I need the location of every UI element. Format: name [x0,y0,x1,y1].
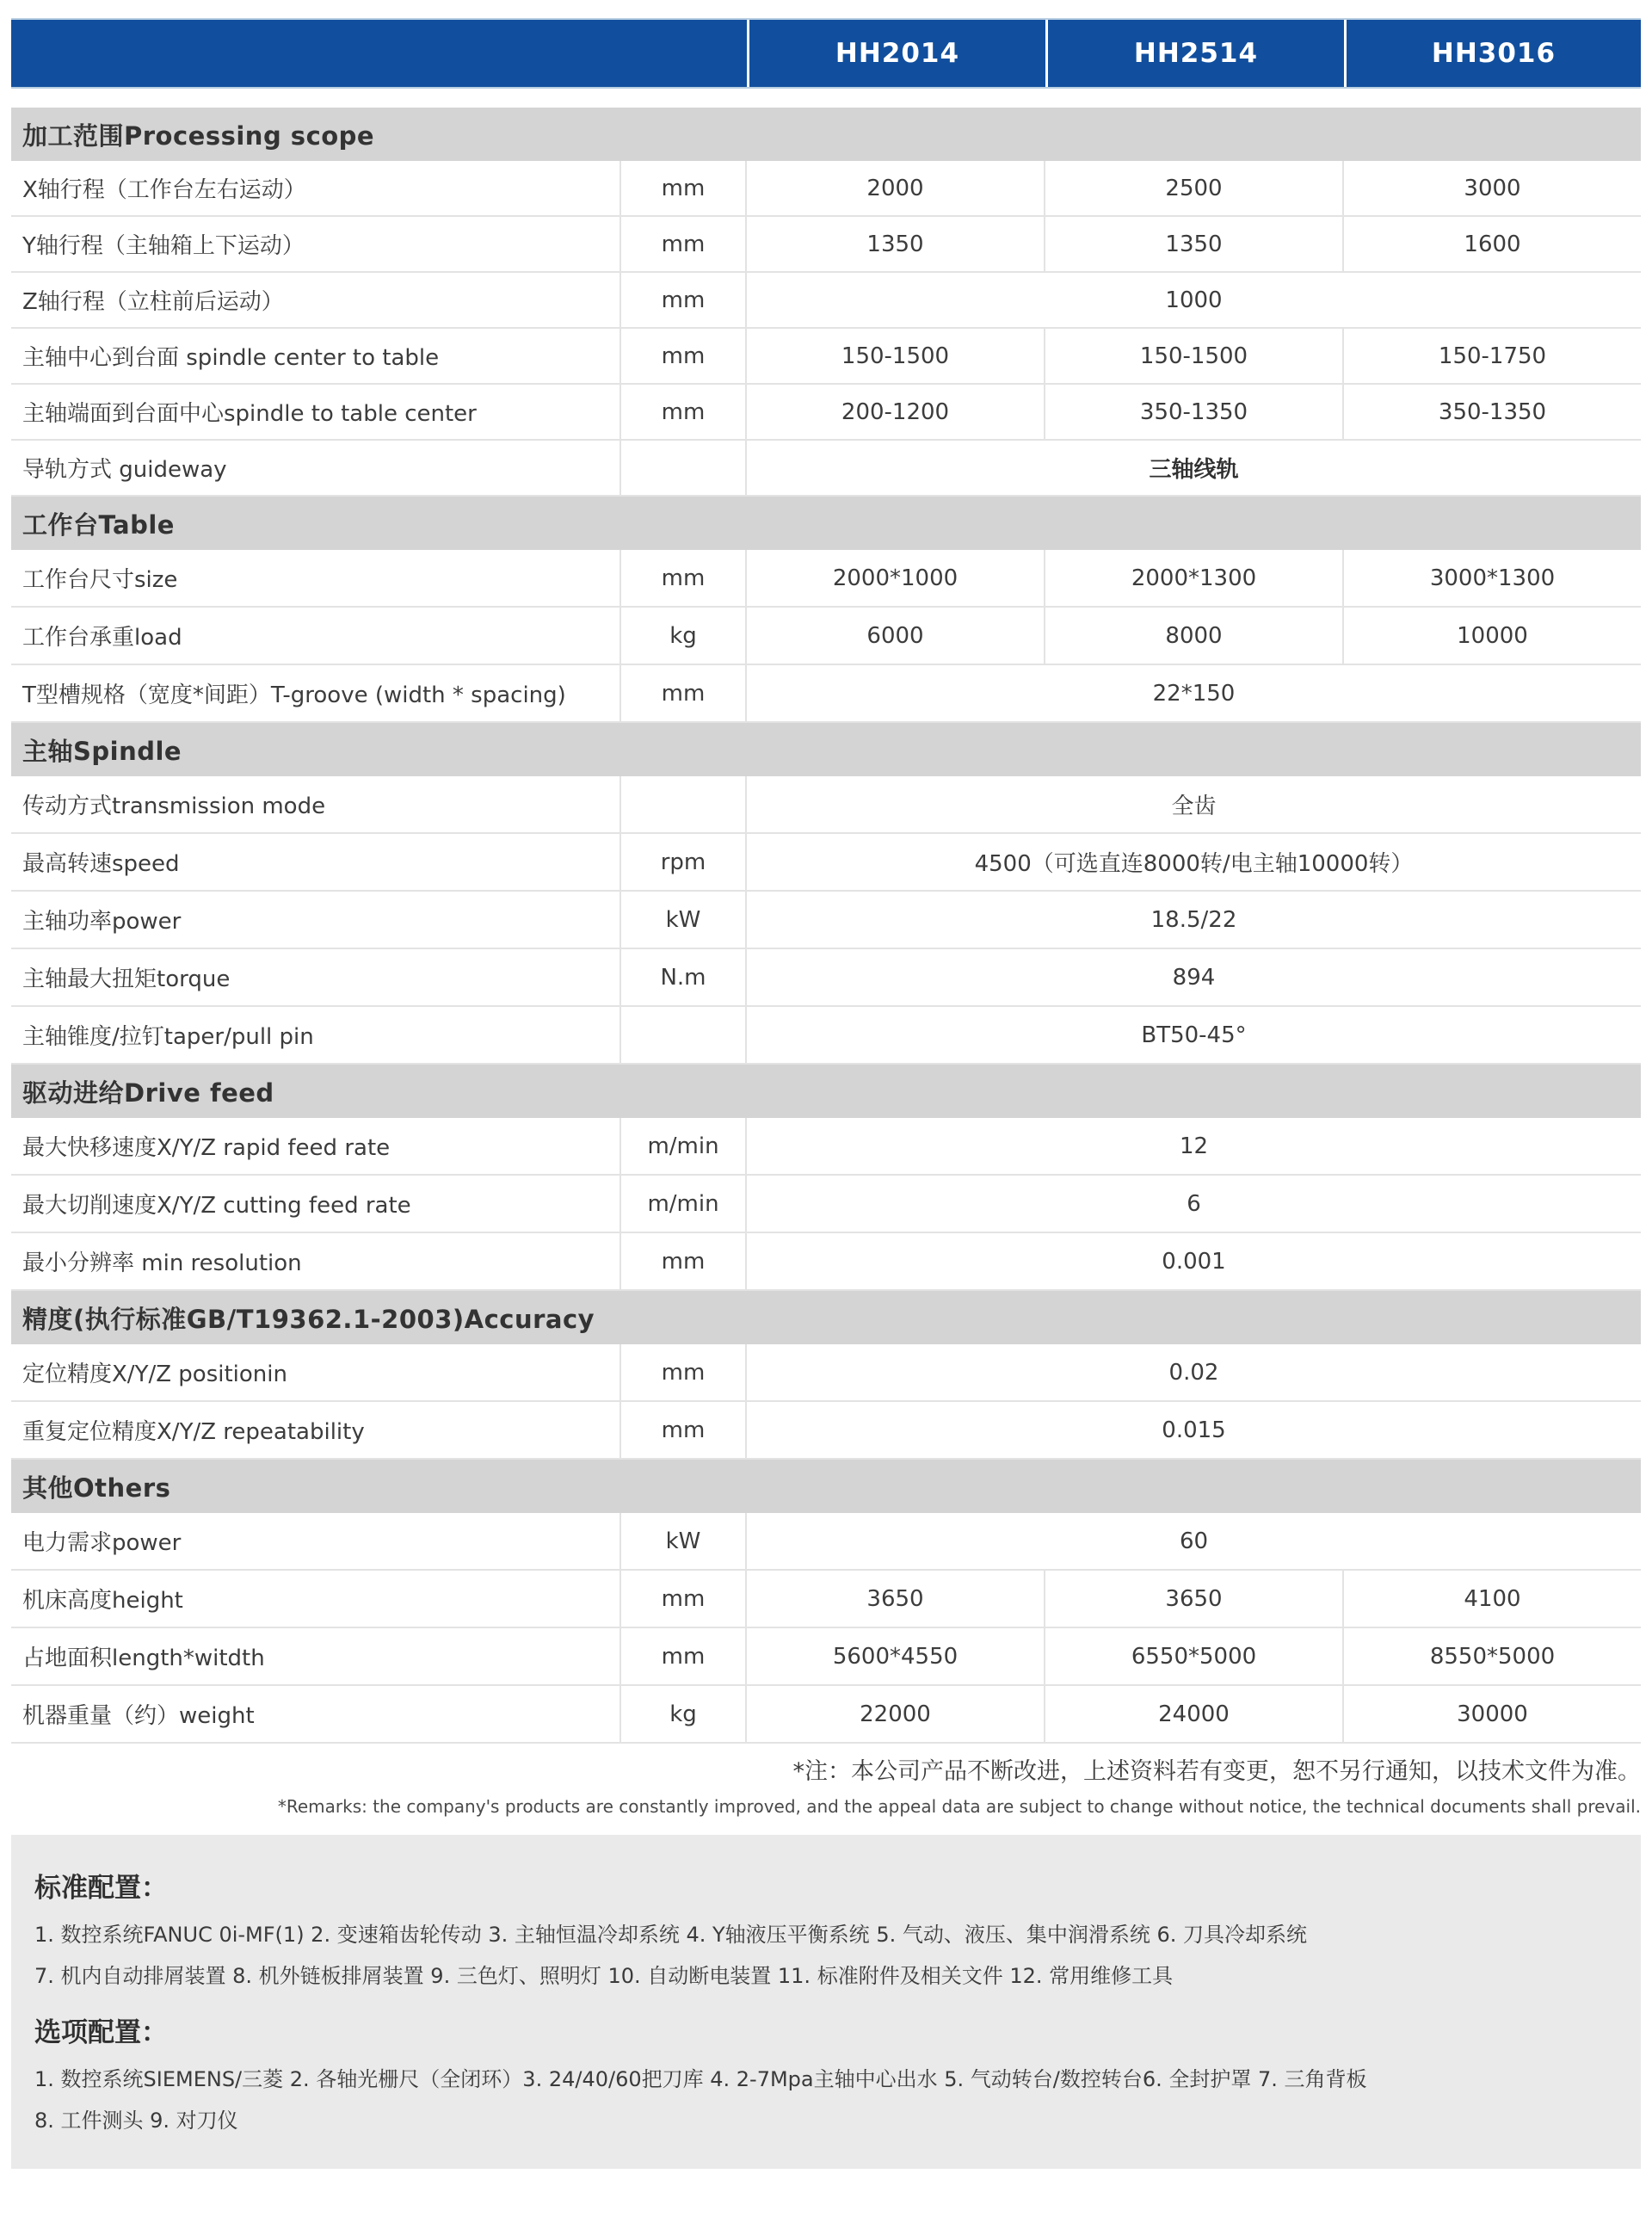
table-row [11,550,1641,608]
row-unit [621,776,747,832]
section-block [11,1065,1641,1291]
row-value-merged: 12 [1179,1133,1209,1159]
row-value: 1350 [1045,217,1344,271]
remark-chinese: *注：本公司产品不断改进，上述资料若有变更，恕不另行通知，以技术文件为准。 [792,1758,1641,1785]
row-value: 3000 [1464,175,1521,201]
row-label: 重复定位精度X/Y/Z repeatability [11,1402,621,1458]
row-label: 主轴端面到台面中心spindle to table center [11,385,621,439]
standard-config-line: 7. 机内自动排屑装置 8. 机外链板排屑装置 9. 三色灯、照明灯 10. 自动断电装置 11. 标准附件及相关文件 12. 常用维修工具 [34,1964,1174,1988]
row-unit: m/min [621,1118,747,1174]
row-unit: kW [621,1513,747,1569]
row-label: 最大快移速度X/Y/Z rapid feed rate [11,1118,621,1174]
row-value: 200-1200 [747,385,1045,439]
table-row [11,1628,1641,1686]
row-value: 2500 [1045,161,1344,215]
row-unit: mm [621,329,747,383]
row-unit: m/min [621,1176,747,1232]
row-value: 8550*5000 [1429,1643,1556,1670]
row-label: 机床高度height [11,1571,621,1627]
row-unit [621,441,747,495]
table-row [11,608,1641,665]
row-value: 350-1350 [1045,385,1344,439]
row-value: 4100 [1464,1585,1521,1612]
row-value: 1600 [1464,231,1521,257]
row-label: 定位精度X/Y/Z positionin [11,1344,621,1400]
section-block [11,497,1641,723]
row-value-merged: BT50-45° [1141,1022,1247,1048]
row-value-merged: 0.02 [1168,1359,1219,1386]
table-row [11,1176,1641,1233]
row-unit: mm [621,273,747,327]
row-value-merged: 0.001 [1162,1248,1226,1275]
row-value-merged: 60 [1179,1528,1209,1554]
row-label: 工作台承重load [11,608,621,664]
spec-sheet-page [0,18,1652,2223]
table-row [11,1007,1641,1065]
table-row [11,1118,1641,1176]
table-row [11,1233,1641,1291]
table-row [11,776,1641,834]
row-unit [621,1007,747,1063]
row-value-merged: 三轴线轨 [1149,457,1239,483]
row-value: 24000 [1045,1686,1344,1742]
table-row [11,385,1641,441]
table-row [11,665,1641,723]
model-column-header: HH2014 [747,20,1045,87]
optional-config-line: 8. 工件测头 9. 对刀仪 [34,2109,238,2133]
section-header: 驱动进给Drive feed [11,1065,1641,1118]
row-value: 2000*1000 [747,550,1045,606]
row-label: 主轴功率power [11,892,621,948]
row-value-merged: 894 [1172,964,1216,991]
spec-table [11,18,1641,1744]
row-value-merged: 全齿 [1171,793,1217,819]
model-column-header: HH2514 [1045,20,1344,87]
row-value: 150-1500 [747,329,1045,383]
optional-config-title: 选项配置： [34,2017,168,2048]
row-unit: mm [621,385,747,439]
table-row [11,834,1641,892]
row-value-merged: 18.5/22 [1150,906,1237,933]
row-value: 3650 [747,1571,1045,1627]
section-block [11,1460,1641,1744]
table-row [11,1344,1641,1402]
row-value-merged: 0.015 [1162,1417,1226,1443]
row-value: 3000*1300 [1429,565,1556,591]
row-label: 机器重量（约）weight [11,1686,621,1742]
table-sections [11,108,1641,1744]
table-row [11,329,1641,385]
row-unit: mm [621,1571,747,1627]
remark-english: *Remarks: the company's products are constantly improved, and the appeal data are subject to change without notice, the technical documents shall prevail. [277,1796,1641,1817]
row-value-merged: 4500（可选直连8000转/电主轴10000转） [974,851,1414,877]
row-label: 主轴锥度/拉钉taper/pull pin [11,1007,621,1063]
row-value-merged: 22*150 [1152,680,1236,707]
row-label: T型槽规格（宽度*间距）T-groove (width * spacing) [11,665,621,721]
row-label: 导轨方式 guideway [11,441,621,495]
model-column-header: HH3016 [1344,20,1641,87]
configuration-panel [11,1835,1641,2169]
row-value-merged: 1000 [1165,287,1223,313]
row-unit: mm [621,1402,747,1458]
row-value: 1350 [747,217,1045,271]
row-unit: mm [621,161,747,215]
row-value: 150-1750 [1438,343,1547,369]
section-block [11,723,1641,1065]
row-value: 8000 [1045,608,1344,664]
row-label: 最小分辨率 min resolution [11,1233,621,1289]
row-unit: kW [621,892,747,948]
row-unit: rpm [621,834,747,890]
table-row [11,217,1641,273]
row-unit: mm [621,217,747,271]
row-value: 22000 [747,1686,1045,1742]
table-row [11,1402,1641,1460]
row-value: 10000 [1457,622,1528,649]
row-value: 30000 [1457,1701,1528,1727]
row-label: 占地面积length*witdth [11,1628,621,1684]
section-header: 加工范围Processing scope [11,108,1641,161]
optional-config-line: 1. 数控系统SIEMENS/三菱 2. 各轴光栅尺（全闭环）3. 24/40/60把刀库 4. 2-7Mpa主轴中心出水 5. 气动转台/数控转台6. 全封护罩 7. 三角背板 [34,2067,1367,2091]
row-label: 主轴中心到台面 spindle center to table [11,329,621,383]
row-value: 2000*1300 [1045,550,1344,606]
row-unit: kg [621,1686,747,1742]
row-unit: mm [621,550,747,606]
row-value: 6550*5000 [1045,1628,1344,1684]
model-header-spacer [11,20,747,87]
row-value: 2000 [747,161,1045,215]
row-label: 电力需求power [11,1513,621,1569]
section-header: 精度(执行标准GB/T19362.1-2003)Accuracy [11,1291,1641,1344]
section-header: 其他Others [11,1460,1641,1513]
row-label: X轴行程（工作台左右运动） [11,161,621,215]
table-row [11,1513,1641,1571]
table-row [11,949,1641,1007]
section-block [11,1291,1641,1460]
row-label: 最高转速speed [11,834,621,890]
section-header: 主轴Spindle [11,723,1641,776]
header-gap [11,89,1641,108]
row-unit: kg [621,608,747,664]
table-row [11,892,1641,949]
row-label: 最大切削速度X/Y/Z cutting feed rate [11,1176,621,1232]
row-unit: mm [621,1628,747,1684]
standard-config-line: 1. 数控系统FANUC 0i-MF(1) 2. 变速箱齿轮传动 3. 主轴恒温冷却系统 4. Y轴液压平衡系统 5. 气动、液压、集中润滑系统 6. 刀具冷却系统 [34,1923,1307,1947]
row-value: 150-1500 [1045,329,1344,383]
row-value: 3650 [1045,1571,1344,1627]
row-value: 6000 [747,608,1045,664]
row-label: 主轴最大扭矩torque [11,949,621,1005]
remarks-block [11,1757,1641,1818]
section-header: 工作台Table [11,497,1641,550]
row-label: Y轴行程（主轴箱上下运动） [11,217,621,271]
row-label: Z轴行程（立柱前后运动） [11,273,621,327]
row-unit: mm [621,1344,747,1400]
row-unit: N.m [621,949,747,1005]
model-header-row [11,18,1641,89]
table-row [11,273,1641,329]
row-label: 传动方式transmission mode [11,776,621,832]
table-row [11,1571,1641,1628]
row-unit: mm [621,665,747,721]
section-block [11,108,1641,497]
row-label: 工作台尺寸size [11,550,621,606]
row-value: 350-1350 [1438,398,1547,425]
table-row [11,441,1641,497]
standard-config-title: 标准配置： [34,1873,168,1904]
row-unit: mm [621,1233,747,1289]
table-row [11,1686,1641,1744]
row-value-merged: 6 [1187,1190,1201,1217]
row-value: 5600*4550 [747,1628,1045,1684]
table-row [11,161,1641,217]
